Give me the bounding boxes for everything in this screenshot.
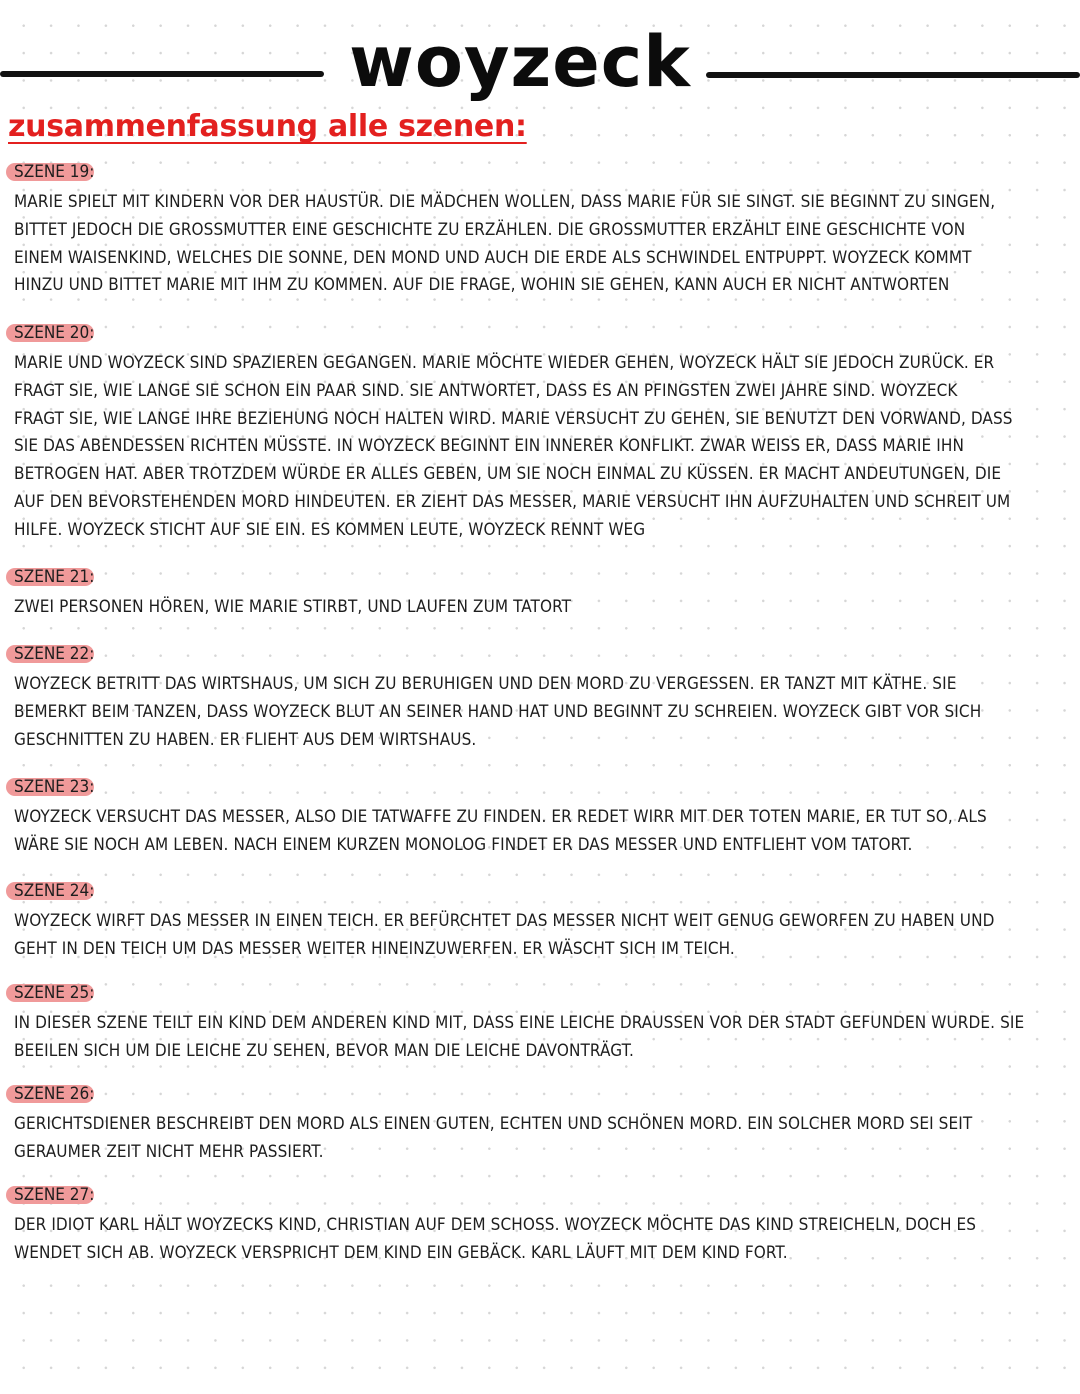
scene-heading [14,566,94,588]
scene-19 [14,161,1064,300]
title-rule-left [0,71,324,77]
text-line: HILFE. WOYZECK STICHT AUF SIE EIN. ES KOMMEN LEUTE, WOYZECK RENNT WEG [14,519,646,540]
page-title: woyzeck [349,21,691,103]
scene-27 [14,1184,1064,1268]
text-line: MARIE SPIELT MIT KINDERN VOR DER HAUSTÜR. DIE MÄDCHEN WOLLEN, DASS MARIE FÜR SIE SINGT. SIE BEGINNT ZU SINGEN, [14,192,996,212]
text-line: GERAUMER ZEIT NICHT MEHR PASSIERT. [14,1141,324,1162]
scene-text [14,804,1064,860]
text-line: WENDET SICH AB. WOYZECK VERSPRICHT DEM KIND EIN GEBÄCK. KARL LÄUFT MIT DEM KIND FORT. [14,1242,788,1263]
text-line: BEEILEN SICH UM DIE LEICHE ZU SEHEN, BEVOR MAN DIE LEICHE DAVONTRÄGT. [14,1040,634,1061]
scene-text [14,350,1064,545]
scene-label: SZENE 24: [14,881,95,901]
scene-heading [14,161,94,183]
scene-24 [14,880,1064,964]
scene-text [14,594,1064,622]
scene-label: SZENE 22: [14,644,95,664]
text-line: WOYZECK VERSUCHT DAS MESSER, ALSO DIE TATWAFFE ZU FINDEN. ER REDET WIRR MIT DER TOTEN MARIE, ER TUT SO, ALS [14,807,987,827]
scene-label: SZENE 26: [14,1084,95,1104]
scene-heading [14,1184,94,1206]
text-line: WOYZECK BETRITT DAS WIRTSHAUS, UM SICH ZU BERUHIGEN UND DEN MORD ZU VERGESSEN. ER TANZT MIT KÄTHE. SIE [14,674,957,694]
scene-22 [14,643,1064,754]
text-line: AUF DEN BEVORSTEHENDEN MORD HINDEUTEN. ER ZIEHT DAS MESSER, MARIE VERSUCHT IHN AUFZUHALTEN UND SCHREIT UM [14,491,1011,512]
scene-text [14,908,1064,964]
text-line: FRAGT SIE, WIE LANGE SIE SCHON EIN PAAR SIND. SIE ANTWORTET, DASS ES AN PFINGSTEN ZWEI JAHRE SIND. WOYZECK [14,380,958,401]
scene-text [14,671,1064,754]
scene-21 [14,566,1064,622]
text-line: IN DIESER SZENE TEILT EIN KIND DEM ANDEREN KIND MIT, DASS EINE LEICHE DRAUSSEN VOR DER STADT GEFUNDEN WURDE. SIE [14,1013,1025,1033]
scene-text [14,189,1064,300]
text-line: SIE DAS ABENDESSEN RICHTEN MÜSSTE. IN WOYZECK BEGINNT EIN INNERER KONFLIKT. ZWAR WEISS ER, DASS MARIE IHN [14,436,964,457]
text-line: MARIE UND WOYZECK SIND SPAZIEREN GEGANGEN. MARIE MÖCHTE WIEDER GEHEN, WOYZECK HÄLT SIE JEDOCH ZURÜCK. ER [14,353,995,373]
scene-label: SZENE 20: [14,323,95,343]
scene-label: SZENE 23: [14,777,95,797]
scene-heading [14,322,94,344]
scene-text [14,1010,1064,1066]
scene-label: SZENE 19: [14,162,95,182]
text-line: BITTET JEDOCH DIE GROSSMUTTER EINE GESCHICHTE ZU ERZÄHLEN. DIE GROSSMUTTER ERZÄHLT EINE GESCHICHTE VON [14,219,966,240]
scene-label: SZENE 25: [14,983,95,1003]
scene-heading [14,982,94,1004]
scene-text [14,1212,1064,1268]
page-subtitle: zusammenfassung alle szenen: [8,109,527,144]
scene-heading [14,1083,94,1105]
text-line: GEHT IN DEN TEICH UM DAS MESSER WEITER HINEINZUWERFEN. ER WÄSCHT SICH IM TEICH. [14,938,735,959]
scene-text [14,1111,1064,1167]
text-line: BEMERKT BEIM TANZEN, DASS WOYZECK BLUT AN SEINER HAND HAT UND BEGINNT ZU SCHREIEN. WOYZECK GIBT VOR SICH [14,701,982,722]
scene-23 [14,776,1064,860]
text-line: HINZU UND BITTET MARIE MIT IHM ZU KOMMEN. AUF DIE FRAGE, WOHIN SIE GEHEN, KANN AUCH ER NICHT ANTWORTEN [14,275,950,296]
text-line: GESCHNITTEN ZU HABEN. ER FLIEHT AUS DEM WIRTSHAUS. [14,729,477,750]
title-rule-right [706,72,1080,78]
text-line: EINEM WAISENKIND, WELCHES DIE SONNE, DEN MOND UND AUCH DIE ERDE ALS SCHWINDEL ENTPUPPT. WOYZECK KOMMT [14,247,972,268]
text-line: WOYZECK WIRFT DAS MESSER IN EINEN TEICH. ER BEFÜRCHTET DAS MESSER NICHT WEIT GENUG GEWORFEN ZU HABEN UND [14,911,995,931]
scene-26 [14,1083,1064,1167]
scene-heading [14,643,94,665]
scene-label: SZENE 21: [14,567,95,587]
text-line: BETROGEN HAT. ABER TROTZDEM WÜRDE ER ALLES GEBEN, UM SIE NOCH EINMAL ZU KÜSSEN. ER MACHT ANDEUTUNGEN, DIE [14,464,1002,485]
text-line: ZWEI PERSONEN HÖREN, WIE MARIE STIRBT, UND LAUFEN ZUM TATORT [14,597,572,617]
scene-heading [14,880,94,902]
scene-25 [14,982,1064,1066]
text-line: DER IDIOT KARL HÄLT WOYZECKS KIND, CHRISTIAN AUF DEM SCHOSS. WOYZECK MÖCHTE DAS KIND STREICHELN, DOCH ES [14,1215,977,1235]
scene-20 [14,322,1064,545]
scene-label: SZENE 27: [14,1185,95,1205]
text-line: GERICHTSDIENER BESCHREIBT DEN MORD ALS EINEN GUTEN, ECHTEN UND SCHÖNEN MORD. EIN SOLCHER MORD SEI SEIT [14,1114,973,1134]
scene-heading [14,776,94,798]
text-line: WÄRE SIE NOCH AM LEBEN. NACH EINEM KURZEN MONOLOG FINDET ER DAS MESSER UND ENTFLIEHT VOM TATORT. [14,834,913,855]
text-line: FRAGT SIE, WIE LANGE IHRE BEZIEHUNG NOCH HALTEN WIRD. MARIE VERSUCHT ZU GEHEN, SIE BENUTZT DEN VORWAND, DASS [14,408,1013,429]
